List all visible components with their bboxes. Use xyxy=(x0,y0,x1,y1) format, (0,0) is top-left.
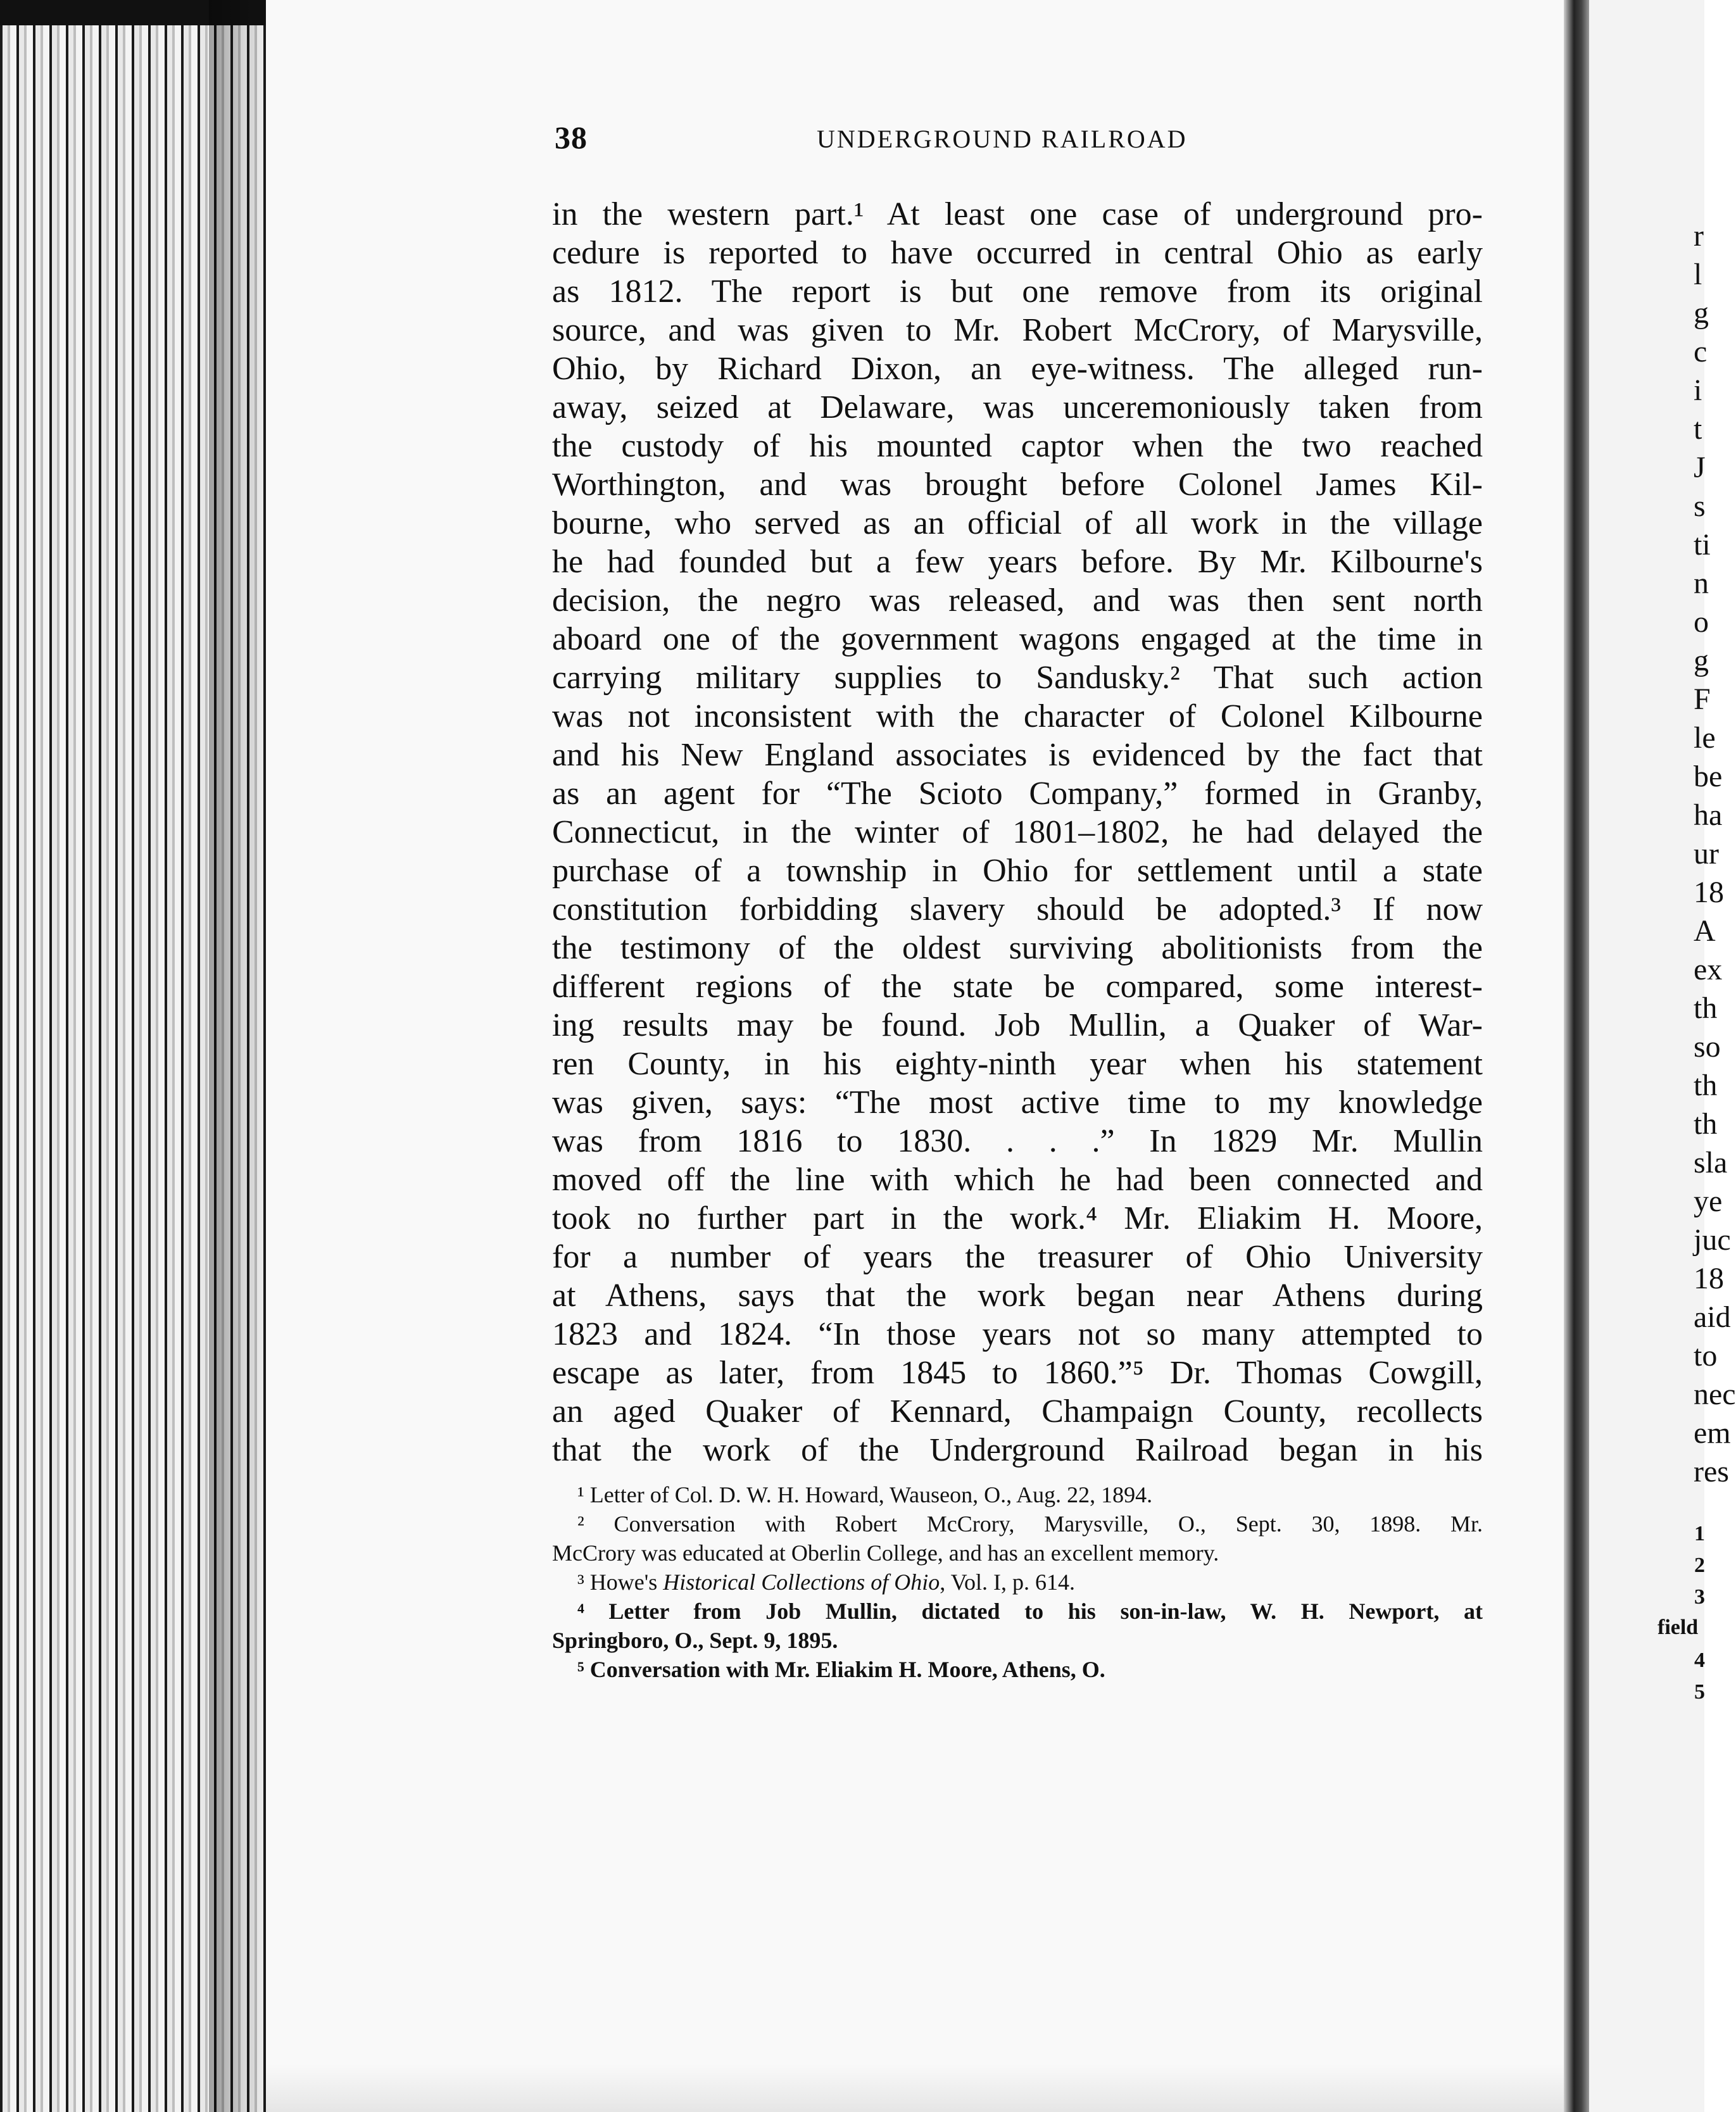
text-line: decision, the negro was released, and was then sent north xyxy=(552,582,1483,619)
body-text xyxy=(552,195,1483,1469)
facing-page-fragment: nec xyxy=(1694,1378,1736,1411)
facing-page-fragment: th xyxy=(1694,1107,1718,1141)
facing-page-fragment: g xyxy=(1694,644,1709,677)
facing-page-footnote-fragment: 4 xyxy=(1694,1649,1705,1672)
text-line: constitution forbidding slavery should be adopted.³ If now xyxy=(552,891,1483,927)
bottom-shade xyxy=(266,2064,1570,2112)
facing-page-fragment: A xyxy=(1694,914,1716,948)
facing-page-fragment: le xyxy=(1694,721,1716,755)
facing-page-footnote-fragment: 3 xyxy=(1694,1585,1705,1609)
text-line: ing results may be found. Job Mullin, a Quaker of War- xyxy=(552,1007,1483,1043)
text-line: took no further part in the work.⁴ Mr. Eliakim H. Moore, xyxy=(552,1200,1483,1236)
text-line: escape as later, from 1845 to 1860.”⁵ Dr. Thomas Cowgill, xyxy=(552,1355,1483,1391)
facing-page-fragment: juc xyxy=(1694,1223,1731,1257)
facing-page-fragment: J xyxy=(1694,451,1706,484)
facing-page-fragment: sla xyxy=(1694,1146,1728,1179)
facing-page-fragment: l xyxy=(1694,258,1702,291)
text-line: bourne, who served as an official of all work in the village xyxy=(552,505,1483,541)
facing-page-fragment: res xyxy=(1694,1455,1729,1488)
text-line: the testimony of the oldest surviving abolitionists from the xyxy=(552,930,1483,966)
facing-page-fragment: ha xyxy=(1694,798,1723,832)
facing-page-fragment: ur xyxy=(1694,837,1719,871)
book-gutter xyxy=(1564,0,1589,2112)
facing-page-fragment: g xyxy=(1694,296,1709,330)
text-line: at Athens, says that the work began near Athens during xyxy=(552,1278,1483,1314)
text-line: purchase of a township in Ohio for settlement until a state xyxy=(552,853,1483,889)
facing-page-fragment: ex xyxy=(1694,953,1723,986)
facing-page-fragment: c xyxy=(1694,335,1708,368)
footnote-2-continued: McCrory was educated at Oberlin College, and has an excellent memory. xyxy=(552,1540,1219,1566)
facing-page-fragment: 18 xyxy=(1694,1262,1724,1295)
text-line: source, and was given to Mr. Robert McCrory, of Marysville, xyxy=(552,312,1483,348)
facing-page-fragment: th xyxy=(1694,1069,1718,1102)
text-line: that the work of the Underground Railroad began in his xyxy=(552,1432,1483,1468)
facing-page-fragment: th xyxy=(1694,991,1718,1025)
page-number: 38 xyxy=(555,120,588,155)
facing-page-fragment: 18 xyxy=(1694,876,1724,909)
text-line: away, seized at Delaware, was unceremoniously taken from xyxy=(552,389,1483,425)
text-line: an aged Quaker of Kennard, Champaign County, recollects xyxy=(552,1393,1483,1430)
text-line: was not inconsistent with the character of Colonel Kilbourne xyxy=(552,698,1483,734)
text-line: carrying military supplies to Sandusky.² That such action xyxy=(552,660,1483,696)
text-line: he had founded but a few years before. By Mr. Kilbourne's xyxy=(552,544,1483,580)
text-line: moved off the line with which he had been connected and xyxy=(552,1162,1483,1198)
footnotes xyxy=(552,1480,1483,1684)
footnote-3-text: ³ Howe's xyxy=(577,1569,664,1595)
facing-page-fragment: ti xyxy=(1694,528,1711,562)
facing-page-fragment: t xyxy=(1694,412,1702,446)
facing-page-fragment: r xyxy=(1694,219,1704,253)
text-line: as an agent for “The Scioto Company,” formed in Granby, xyxy=(552,776,1483,812)
text-line: was given, says: “The most active time to my knowledge xyxy=(552,1084,1483,1121)
text-line: was from 1816 to 1830. . . .” In 1829 Mr. Mullin xyxy=(552,1123,1483,1159)
facing-page xyxy=(1589,0,1704,2112)
text-line: ren County, in his eighty-ninth year when his statement xyxy=(552,1046,1483,1082)
footnote-2: ² Conversation with Robert McCrory, Marysville, O., Sept. 30, 1898. Mr. xyxy=(577,1511,1483,1537)
facing-page-fragment: so xyxy=(1694,1030,1721,1064)
footnote-1: ¹ Letter of Col. D. W. H. Howard, Wauseon, O., Aug. 22, 1894. xyxy=(577,1482,1153,1507)
facing-page-footnote-fragment: 2 xyxy=(1694,1554,1705,1577)
facing-page-fragment: i xyxy=(1694,374,1702,407)
footnote-5: ⁵ Conversation with Mr. Eliakim H. Moore, Athens, O. xyxy=(577,1657,1105,1682)
text-line: cedure is reported to have occurred in central Ohio as early xyxy=(552,235,1483,271)
facing-page-fragment: aid xyxy=(1694,1300,1731,1334)
facing-page-footnote-fragment: 1 xyxy=(1694,1522,1705,1545)
facing-page-fragment: F xyxy=(1694,682,1711,716)
footnote-4-continued: Springboro, O., Sept. 9, 1895. xyxy=(552,1628,838,1653)
text-line: Connecticut, in the winter of 1801–1802, he had delayed the xyxy=(552,814,1483,850)
footnote-3-ref: , Vol. I, p. 614. xyxy=(940,1569,1075,1595)
text-line: aboard one of the government wagons engaged at the time in xyxy=(552,621,1483,657)
footnote-3-title: Historical Collections of Ohio xyxy=(663,1569,940,1595)
facing-page-fragment: to xyxy=(1694,1339,1718,1373)
text-line: and his New England associates is evidenced by the fact that xyxy=(552,737,1483,773)
text-line: as 1812. The report is but one remove from its original xyxy=(552,273,1483,310)
facing-page-footnote-fragment: field xyxy=(1657,1616,1699,1639)
facing-page-fragment: em xyxy=(1694,1416,1731,1450)
text-line: for a number of years the treasurer of Ohio University xyxy=(552,1239,1483,1275)
text-line: 1823 and 1824. “In those years not so many attempted to xyxy=(552,1316,1483,1352)
facing-page-fragment: be xyxy=(1694,760,1723,793)
text-line: Ohio, by Richard Dixon, an eye-witness. The alleged run- xyxy=(552,351,1483,387)
facing-page-footnote-fragment: 5 xyxy=(1694,1680,1705,1704)
text-line: Worthington, and was brought before Colonel James Kil- xyxy=(552,467,1483,503)
facing-page-fragment: o xyxy=(1694,605,1709,639)
footnote-4: ⁴ Letter from Job Mullin, dictated to his son-in-law, W. H. Newport, at xyxy=(577,1599,1483,1624)
text-line: in the western part.¹ At least one case of underground pro- xyxy=(552,196,1483,232)
text-line: the custody of his mounted captor when the two reached xyxy=(552,428,1483,464)
facing-page-fragment: s xyxy=(1694,489,1706,523)
text-line: different regions of the state be compared, some interest- xyxy=(552,969,1483,1005)
footnote-3 xyxy=(552,1568,1483,1597)
facing-page-fragment: ye xyxy=(1694,1185,1723,1218)
facing-page-fragment: n xyxy=(1694,567,1709,600)
running-head: UNDERGROUND RAILROAD xyxy=(817,125,1188,153)
